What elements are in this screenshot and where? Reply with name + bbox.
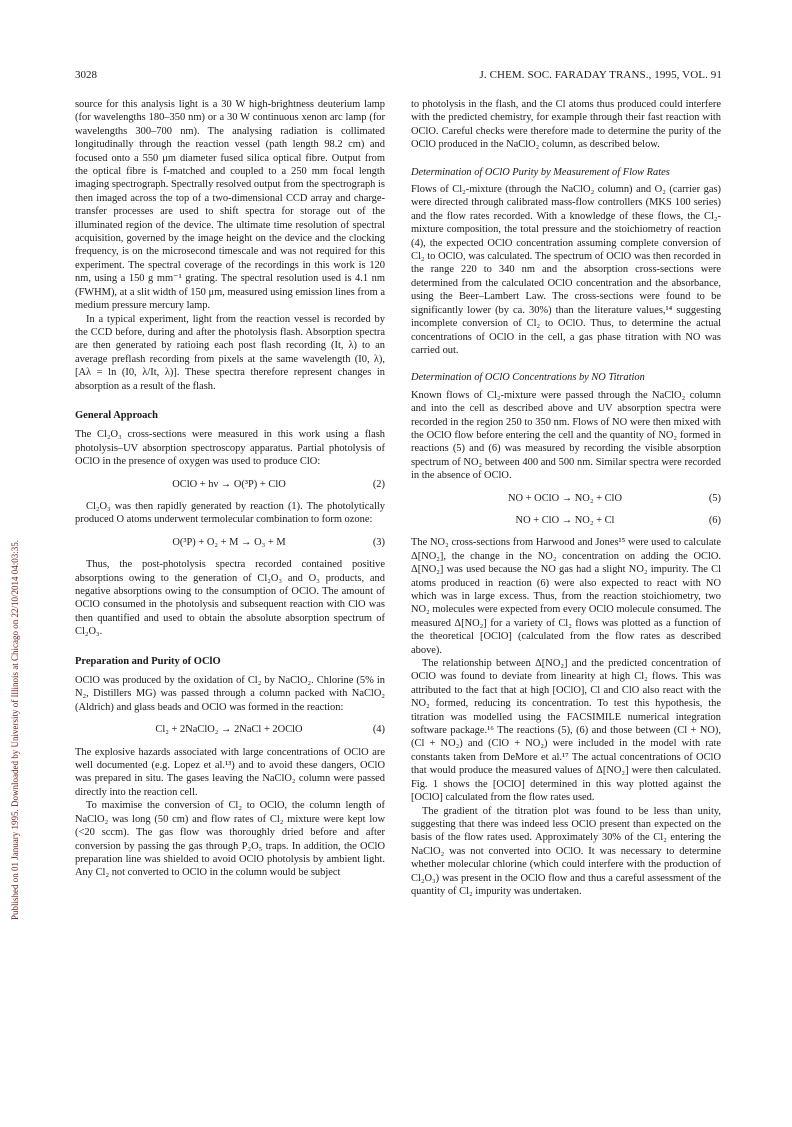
paragraph: The NO₂ cross-sections from Harwood and Jones¹⁵ were used to calculate Δ[NO₂], the change in the NO₂ concentration on adding the OClO. Δ[NO₂] was used because the NO gas had a slight NO₂ impurity. The Cl atoms produced in reaction (6) were also expected to react with NO which was in large excess. Thus, from the reaction stoichiometry, two NO₂ molecules were expected from every OClO molecule consumed. The measured Δ[NO₂] for a variety of Cl₂ flows was plotted as a function of the theoretical [OClO] (calculated from the flow rates as described above). [411,537,721,656]
equation-text: Cl₂ + 2NaClO₂ → 2NaCl + 2OClO [155,724,303,736]
journal-header: J. CHEM. SOC. FARADAY TRANS., 1995, VOL. 91 [479,69,722,81]
equation-4 [75,723,385,736]
paragraph: In a typical experiment, light from the reaction vessel is recorded by the CCD before, during and after the photolysis flash. Absorption spectra are then generated by ratioing each post flash recording (It, λ) to an average preflash recording from pixels at the same wavelength (I0, λ), [Aλ = ln (I0, λ/It, λ)]. These spectra therefore represent changes in absorption as a result of the flash. [75,313,385,392]
paragraph: The relationship between Δ[NO₂] and the predicted concentration of OClO was found to deviate from linearity at high Cl₂ flows. This was attributed to the fact that at high [OClO], Cl and ClO also react with the NO₂ formed, reducing its concentration. To test this hypothesis, the titration was modelled using the FACSIMILE numerical integration software package.¹⁶ The reactions (5), (6) and those between (Cl + NO), (Cl + NO₂) and (ClO + NO₂) were included in the model with rate constants taken from DeMore et al.¹⁷ The actual concentrations of OClO that would produce the measured values of Δ[NO₂] were then calculated. Fig. 1 shows the [OClO] determined in this way plotted against the [OClO] calculated from the flow rates used. [411,658,721,804]
paragraph: source for this analysis light is a 30 W high-brightness deuterium lamp (for wavelengths 180–350 nm) or a 30 W continuous xenon arc lamp (for wavelengths 300–700 nm). The analysing radiation is collimated longitudinally through the reaction vessel (path length 98.2 cm) and focused onto a 550 μm diameter fused silica optical fibre. Output from the optical fibre is f-matched and coupled to a 250 mm focal length imaging spectrograph. Spectrally resolved output from the spectrograph is then imaged across the top of a two-dimensional CCD array and charge-transfer processes are used to shift spectra for storage out of the illuminated region of the device. The ultimate time resolution of spectral acquisition, governed by the image height on the device and the clocking frequency, is on the microsecond timescale and was not required for this experiment. The spectral coverage of the recordings in this work is 120 nm, using a 150 g mm⁻¹ grating. The spectral resolution used is 4.1 nm (FWHM), at a slit width of 150 μm, measured using emission lines from a medium pressure mercury lamp. [75,99,385,312]
download-note: Published on 01 January 1995. Downloaded by University of Illinois at Chicago on 22/10/2014 04:03:35. [10,540,20,920]
paragraph: Flows of Cl₂-mixture (through the NaClO₂ column) and O₂ (carrier gas) were directed through calibrated mass-flow controllers (MKS 100 series) and the flow rates recorded. With a knowledge of these flows, the Cl₂-mixture composition, the total pressure and the stoichiometry of reaction (4), the expected OClO concentration assuming complete conversion of Cl₂ to OClO, was calculated. The spectrum of OClO was then recorded in the range 220 to 340 nm and the absorption cross-sections were determined from the calculated OClO concentration and the absorbance, using the Beer–Lambert Law. The cross-sections were found to be significantly lower (by ca. 30%) than the literature values,¹⁴ suggesting incomplete conversion of Cl₂ to OClO. Thus, to determine the actual concentrations of OClO in the cell, a gas phase titration with NO was carried out. [411,184,721,356]
equation-6 [411,514,721,527]
equation-number: (2) [372,478,385,490]
paragraph: to photolysis in the flash, and the Cl atoms thus produced could interfere with the predicted chemistry, for example through their fast reaction with OClO. Careful checks were therefore made to determine the purity of the OClO produced in the NaClO₂ column, as described below. [411,99,721,151]
paragraph: To maximise the conversion of Cl₂ to OClO, the column length of NaClO₂ was long (50 cm) and flow rates of Cl₂ mixture were kept low (<20 sccm). The gas flow was thoroughly dried before and after conversion by passing the gas through P₂O₅ traps. In addition, the OClO preparation line was shielded to avoid OClO photolysis by ambient light. Any Cl₂ not converted to OClO in the column would be subject [75,800,385,879]
equation-number: (5) [708,492,721,504]
equation-text: NO + ClO → NO₂ + Cl [515,514,615,526]
left-column [75,98,385,880]
page-number: 3028 [75,69,97,81]
subsection-heading-flow-rates: Determination of OClO Purity by Measurement of Flow Rates [411,166,670,178]
equation-3 [75,536,385,549]
paragraph: Thus, the post-photolysis spectra recorded contained positive absorptions owing to the generation of Cl₂O₃ and O₃ products, and negative absorptions owing to the consumption of OClO. The amount of OClO consumed in the photolysis and subsequent reaction with ClO was then quantified and used to obtain the absolute absorption spectrum of Cl₂O₃. [75,559,385,638]
equation-5 [411,492,721,505]
equation-text: OClO + hν → O(³P) + ClO [172,478,286,490]
equation-text: NO + OClO → NO₂ + ClO [508,492,622,504]
equation-number: (3) [372,536,385,548]
paragraph: The gradient of the titration plot was found to be less than unity, suggesting that there was indeed less OClO present than expected on the basis of the flow rates used. Approximately 30% of the Cl₂ entering the NaClO₂ was not converted into OClO. It was necessary to determine whether molecular chlorine (which could interfere with the production of Cl₂O₃) was present in the OClO flow and thus a careful assessment of the quantity of Cl₂ impurity was undertaken. [411,805,721,897]
download-note-container [10,180,24,920]
equation-text: O(³P) + O₂ + M → O₃ + M [172,536,286,548]
paragraph: The Cl₂O₃ cross-sections were measured in this work using a flash photolysis–UV absorption spectroscopy apparatus. Partial photolysis of OClO in the presence of oxygen was used to produce ClO: [75,429,385,468]
equation-number: (4) [372,724,385,736]
paragraph: The explosive hazards associated with large concentrations of OClO are well documented (e.g. Lopez et al.¹³) and to avoid these dangers, OClO was prepared in situ. The gases leaving the NaClO₂ column were passed directly into the reaction cell. [75,746,385,798]
subsection-heading-titration: Determination of OClO Concentrations by NO Titration [411,372,645,384]
equation-number: (6) [708,514,721,526]
section-heading-preparation: Preparation and Purity of OClO [75,655,221,667]
paragraph: Known flows of Cl₂-mixture were passed through the NaClO₂ column and into the cell as described above and UV absorption spectra were recorded in the region 250 to 350 nm. Flows of NO were then mixed with the OClO flow before entering the cell and the quantity of NO₂ formed in reactions (5) and (6) was measured by recording the visible absorption spectrum of NO₂ between 400 and 500 nm. Similar spectra were recorded in the absence of OClO. [411,389,721,482]
section-heading-general-approach: General Approach [75,409,158,421]
equation-2 [75,478,385,491]
paragraph: OClO was produced by the oxidation of Cl₂ by NaClO₂. Chlorine (5% in N₂, Distillers MG) was passed through a column packed with NaClO₂ (Aldrich) and glass beads and OClO was formed in the reaction: [75,675,385,713]
right-column [411,98,721,898]
paragraph: Cl₂O₃ was then rapidly generated by reaction (1). The photolytically produced O atoms underwent termolecular combination to form ozone: [75,500,385,526]
